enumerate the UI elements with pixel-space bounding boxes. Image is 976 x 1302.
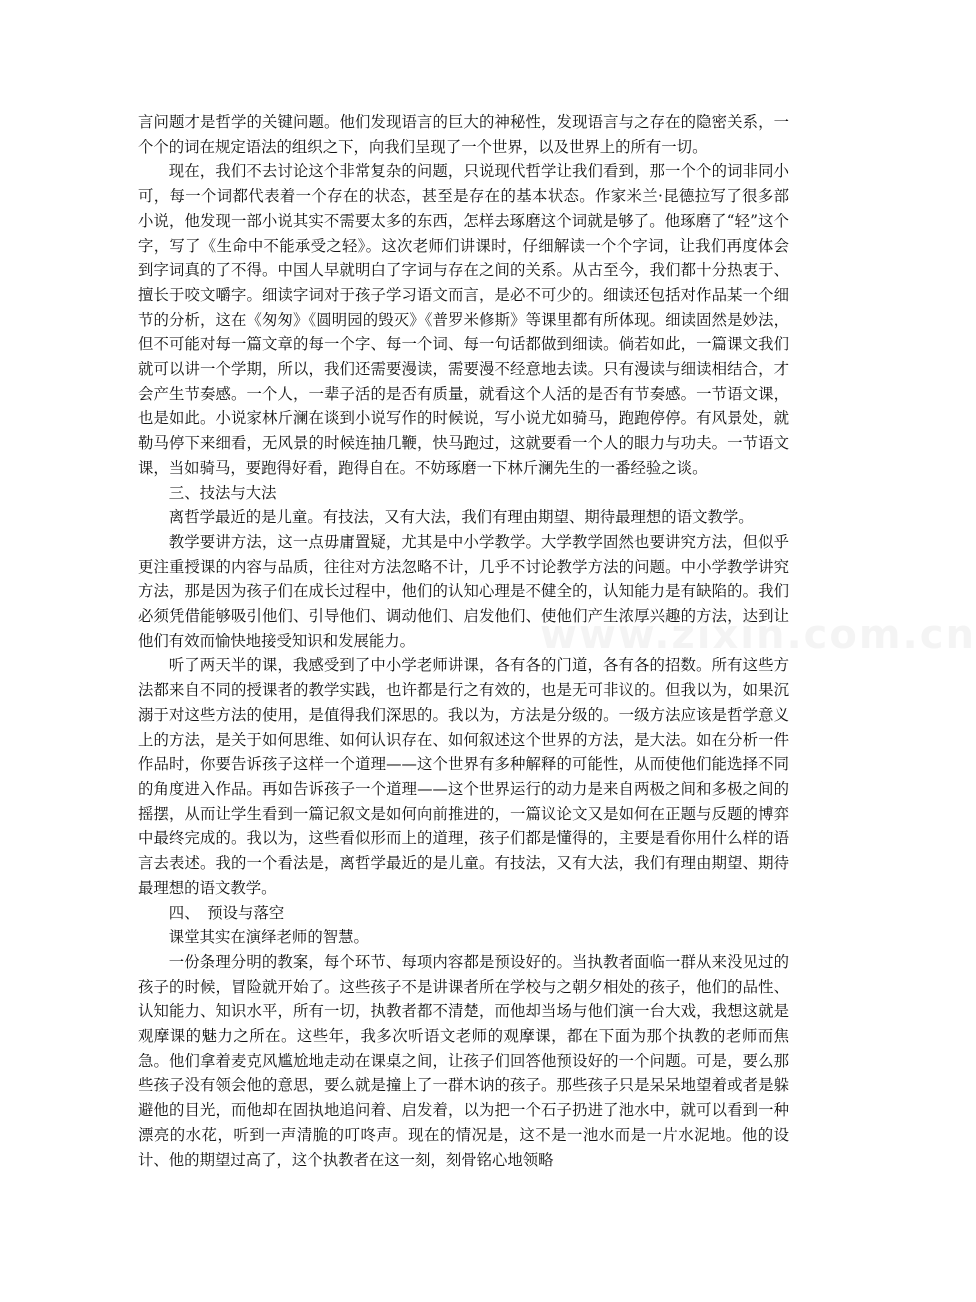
document-body: [138, 110, 789, 1172]
watermark: www.zixin.com.cn: [540, 612, 976, 658]
section-heading: 三、技法与大法: [168, 483, 277, 502]
paragraph: 离哲学最近的是儿童。有技法，又有大法，我们有理由期望、期待最理想的语文教学。: [168, 508, 754, 527]
paragraph: 听了两天半的课，我感受到了中小学老师讲课，各有各的门道，各有各的招数。所有这些方法都来自不同的授课者的教学实践，也许都是行之有效的，也是无可非议的。但我以为，如果沉溺于对这些方法的使用，是值得我们深思的。我以为，方法是分级的。一级方法应该是哲学意义上的方法，是关于如何思维、如何认识存在、如何叙述这个世界的方法，是大法。如在分析一件作品时，你要告诉孩子这样一个道理——这个世界有多种解释的可能性，从而使他们能选择不同的角度进入作品。再如告诉孩子一个道理——这个世界运行的动力是来自两极之间和多极之间的摇摆，从而让学生看到一篇记叙文是如何向前推进的，一篇议论文又是如何在正题与反题的博弈中最终完成的。我以为，这些看似形而上的道理，孩子们都是懂得的，主要是看你用什么样的语言去表述。我的一个看法是，离哲学最近的是儿童。有技法，又有大法，我们有理由期望、期待最理想的语文教学。: [138, 656, 789, 897]
paragraph: 言问题才是哲学的关键问题。他们发现语言的巨大的神秘性，发现语言与之存在的隐密关系，一个个的词在规定语法的组织之下，向我们呈现了一个世界，以及世界上的所有一切。: [138, 113, 789, 156]
paragraph: 现在，我们不去讨论这个非常复杂的问题，只说现代哲学让我们看到，那一个个的词非同小可，每一个词都代表着一个存在的状态，甚至是存在的基本状态。作家米兰·昆德拉写了很多部小说，他发现一部小说其实不需要太多的东西，怎样去琢磨这个词就是够了。他琢磨了“轻”这个字，写了《生命中不能承受之轻》。这次老师们讲课时，仔细解读一个个字词，让我们再度体会到字词真的了不得。中国人早就明白了字词与存在之间的关系。从古至今，我们都十分热衷于、擅长于咬文嚼字。细读字词对于孩子学习语文而言，是必不可少的。细读还包括对作品某一个细节的分析，这在《匆匆》《圆明园的毁灭》《普罗米修斯》等课里都有所体现。细读固然是妙法，但不可能对每一篇文章的每一个字、每一个词、每一句话都做到细读。倘若如此，一篇课文我们就可以讲一个学期，所以，我们还需要漫读，需要漫不经意地去读。只有漫读与细读相结合，才会产生节奏感。一个人，一辈子活的是否有质量，就看这个人活的是否有节奏感。一节语文课，也是如此。小说家林斤澜在谈到小说写作的时候说，写小说尤如骑马，跑跑停停。有风景处，就勒马停下来细看，无风景的时候连抽几鞭，快马跑过，这就要看一个人的眼力与功夫。一节语文课，当如骑马，要跑得好看，跑得自在。不妨琢磨一下林斤澜先生的一番经验之谈。: [138, 162, 789, 477]
paragraph: 教学要讲方法，这一点毋庸置疑，尤其是中小学教学。大学教学固然也要讲究方法，但似乎更注重授课的内容与品质，往往对方法忽略不计，几乎不讨论教学方法的问题。中小学教学讲究方法，那是因为孩子们在成长过程中，他们的认知心理是不健全的，认知能力是有缺陷的。我们必须凭借能够吸引他们、引导他们、调动他们、启发他们、使他们产生浓厚兴趣的方法，达到让他们有效而愉快地接受知识和发展能力。: [138, 532, 789, 650]
section-heading: 四、 预设与落空: [168, 903, 285, 922]
paragraph: 课堂其实在演绎老师的智慧。: [168, 928, 369, 947]
paragraph: 一份条理分明的教案，每个环节、每项内容都是预设好的。当执教者面临一群从来没见过的孩子的时候，冒险就开始了。这些孩子不是讲课者所在学校与之朝夕相处的孩子，他们的品性、认知能力、知识水平，所有一切，执教者都不清楚，而他却当场与他们演一台大戏，我想这就是观摩课的魅力之所在。这些年，我多次听语文老师的观摩课，都在下面为那个执教的老师而焦急。他们拿着麦克风尴尬地走动在课桌之间，让孩子们回答他预设好的一个问题。可是，要么那些孩子没有领会他的意思，要么就是撞上了一群木讷的孩子。那些孩子只是呆呆地望着或者是躲避他的目光，而他却在固执地追问着、启发着，以为把一个石子扔进了池水中，就可以看到一种漂亮的水花，听到一声清脆的叮咚声。现在的情况是，这不是一池水而是一片水泥地。他的设计、他的期望过高了，这个执教者在这一刻，刻骨铭心地领略: [138, 952, 789, 1169]
